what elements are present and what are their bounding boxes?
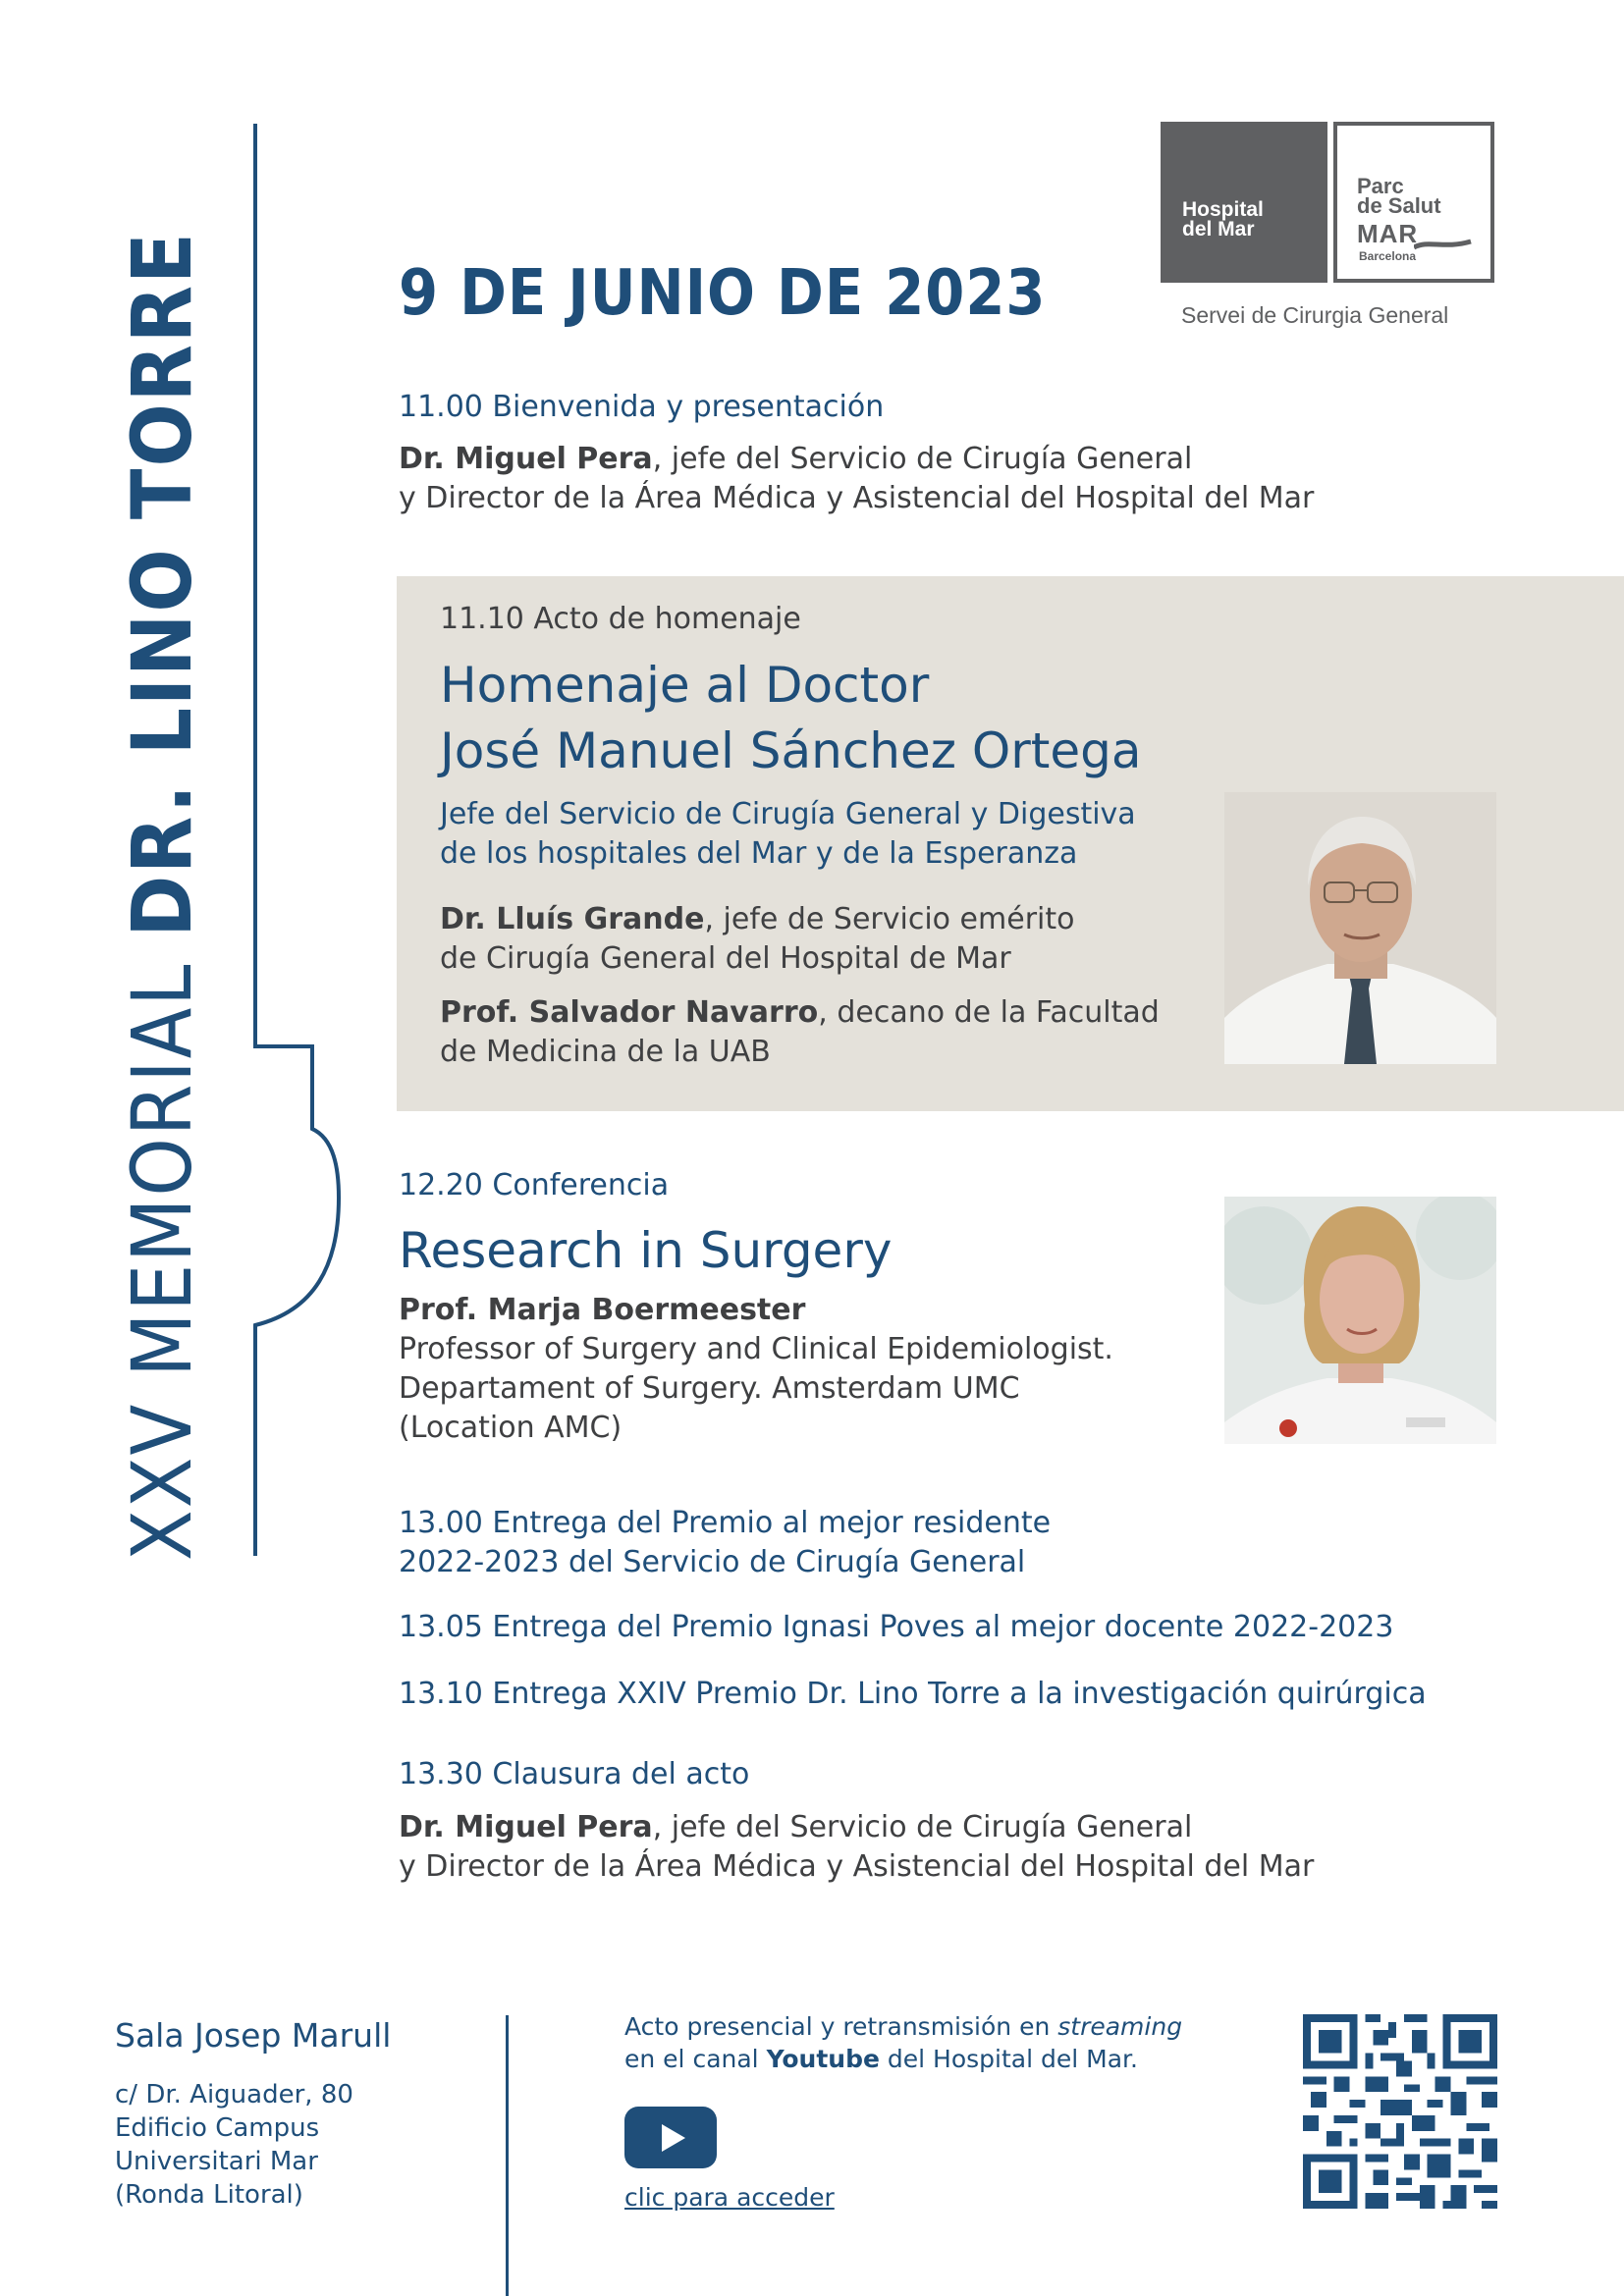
homenaje-time: 11.10 Acto de homenaje <box>440 602 801 636</box>
homenaje-title-line2: José Manuel Sánchez Ortega <box>440 722 1142 779</box>
conference-speaker: Prof. Marja Boermeester <box>399 1293 806 1327</box>
conference-speaker-photo <box>1224 1197 1496 1444</box>
address-line1: c/ Dr. Aiguader, 80 <box>115 2080 353 2109</box>
closing-speaker-role: y Director de la Área Médica y Asistencial del Hospital del Mar <box>399 1849 1315 1884</box>
venue-name: Sala Josep Marull <box>115 2016 392 2055</box>
closing-time: 13.30 Clausura del acto <box>399 1757 750 1791</box>
homenaje-speaker1-role: de Cirugía General del Hospital de Mar <box>440 941 1011 976</box>
access-link[interactable]: clic para acceder <box>624 2183 835 2212</box>
homenaje-title-line1: Homenaje al Doctor <box>440 657 930 714</box>
youtube-play-icon[interactable] <box>624 2107 717 2168</box>
welcome-speaker: Dr. Miguel Pera, jefe del Servicio de Cirugía General <box>399 442 1193 476</box>
conference-speaker-line3: (Location AMC) <box>399 1411 623 1445</box>
logo-wave-icon <box>1414 238 1473 251</box>
welcome-speaker-role: y Director de la Área Médica y Asistencial del Hospital del Mar <box>399 481 1315 515</box>
conference-speaker-line1: Professor of Surgery and Clinical Epidemiologist. <box>399 1332 1113 1366</box>
conference-time: 12.20 Conferencia <box>399 1168 670 1202</box>
closing-speaker: Dr. Miguel Pera, jefe del Servicio de Cirugía General <box>399 1810 1193 1844</box>
award1-line2: 2022-2023 del Servicio de Cirugía General <box>399 1545 1026 1579</box>
footer-divider <box>506 2015 509 2296</box>
qr-code[interactable] <box>1303 2014 1497 2209</box>
welcome-time: 11.00 Bienvenida y presentación <box>399 390 885 424</box>
address-line4: (Ronda Litoral) <box>115 2180 303 2210</box>
memorial-title: XXV MEMORIAL DR. LINO TORRE <box>114 231 210 1561</box>
address-line3: Universitari Mar <box>115 2147 318 2176</box>
award2: 13.05 Entrega del Premio Ignasi Poves al mejor docente 2022-2023 <box>399 1610 1394 1644</box>
homenaje-speaker2-role: de Medicina de la UAB <box>440 1035 771 1069</box>
homenaje-speaker2: Prof. Salvador Navarro, decano de la Facultad <box>440 995 1160 1030</box>
award1-line1: 13.00 Entrega del Premio al mejor residente <box>399 1506 1052 1540</box>
conference-speaker-line2: Departament of Surgery. Amsterdam UMC <box>399 1371 1020 1406</box>
conference-title: Research in Surgery <box>399 1222 893 1279</box>
homenajeado-photo <box>1224 792 1496 1064</box>
award3: 13.10 Entrega XXIV Premio Dr. Lino Torre a la investigación quirúrgica <box>399 1677 1427 1711</box>
streaming-line2: en el canal Youtube del Hospital del Mar. <box>624 2045 1138 2073</box>
hospital-del-mar-logo: Hospital del Mar <box>1161 122 1327 283</box>
homenaje-speaker1: Dr. Lluís Grande, jefe de Servicio emérito <box>440 902 1075 936</box>
homenaje-desc-line2: de los hospitales del Mar y de la Esperanza <box>440 836 1078 871</box>
logo-subtitle: Servei de Cirurgia General <box>1181 302 1449 328</box>
streaming-line1: Acto presencial y retransmisión en streaming <box>624 2012 1183 2041</box>
event-date: 9 DE JUNIO DE 2023 <box>399 257 1047 330</box>
address-line2: Edificio Campus <box>115 2113 320 2143</box>
parc-de-salut-mar-logo: Parc de Salut MAR Barcelona <box>1333 122 1494 283</box>
homenaje-desc-line1: Jefe del Servicio de Cirugía General y Digestiva <box>440 797 1136 831</box>
